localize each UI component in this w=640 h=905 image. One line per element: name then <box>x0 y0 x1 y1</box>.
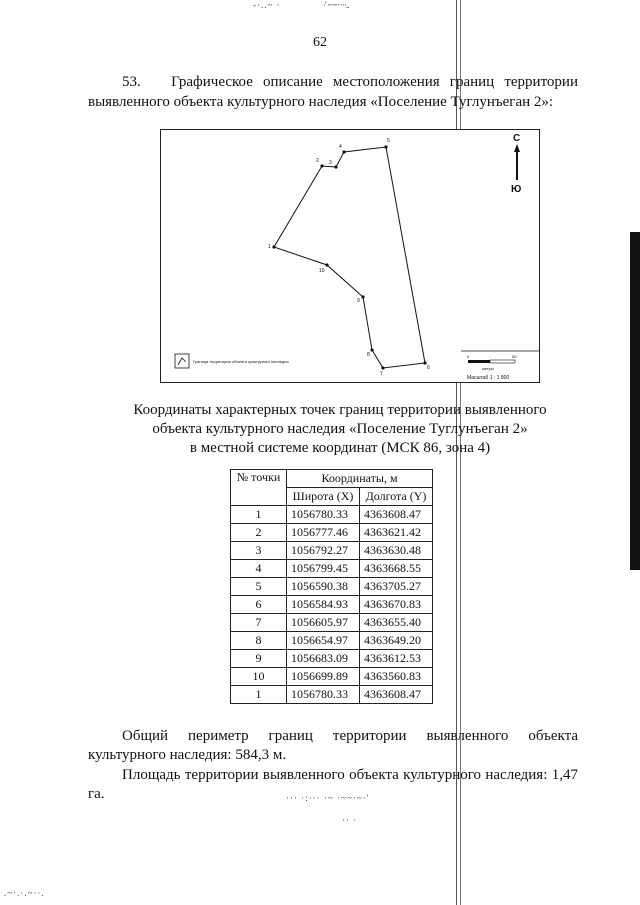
point-label: 10 <box>319 268 325 274</box>
perimeter-text: Общий периметр границ территории выявленного объекта культурного наследия: 584,3 м. <box>88 728 578 763</box>
table-row <box>231 686 433 704</box>
latitude-value: 1056584.93 <box>287 596 360 614</box>
coordinates-table <box>230 469 433 704</box>
point-label: 9 <box>357 298 360 304</box>
boundary-point <box>325 263 328 266</box>
scale-min: 0 <box>467 354 470 359</box>
scan-noise-bottom: ··· ·:··· ·~ ·~~·~·' <box>286 793 370 803</box>
page-number: 62 <box>313 35 327 50</box>
latitude-value: 1056780.33 <box>287 686 360 704</box>
scan-noise-top: -·..~ · <box>253 0 281 10</box>
point-label: 8 <box>367 352 370 358</box>
table-row <box>231 668 433 686</box>
section-title: Графическое описание местоположения границ территории выявленного объекта культурного наследия «Поселение Туглунъеган 2»: <box>88 74 578 110</box>
scale-unit: метры <box>482 366 494 371</box>
point-number: 7 <box>231 614 287 632</box>
table-row <box>231 650 433 668</box>
table-caption <box>90 401 590 458</box>
longitude-value: 4363670.83 <box>360 596 433 614</box>
table-row <box>231 614 433 632</box>
point-number: 2 <box>231 524 287 542</box>
point-number: 3 <box>231 542 287 560</box>
section-number: 53. <box>122 74 141 90</box>
scale-max: 50 <box>512 354 517 359</box>
section-heading <box>88 72 578 112</box>
point-number: 8 <box>231 632 287 650</box>
latitude-value: 1056792.27 <box>287 542 360 560</box>
point-label: 4 <box>339 144 342 150</box>
column-header-longitude: Долгота (Y) <box>360 488 433 506</box>
latitude-value: 1056780.33 <box>287 506 360 524</box>
table-header-row <box>231 470 433 488</box>
scale-text: Масштаб 1 : 1 800 <box>467 375 510 381</box>
latitude-value: 1056683.09 <box>287 650 360 668</box>
point-number: 10 <box>231 668 287 686</box>
scan-noise-top: ·' ·~·~ ···.. <box>323 0 349 10</box>
caption-line: Координаты характерных точек границ территории выявленного <box>133 402 547 418</box>
point-label: 3 <box>329 160 332 166</box>
map-legend <box>175 354 289 368</box>
point-number: 4 <box>231 560 287 578</box>
boundary-point <box>342 150 345 153</box>
north-arrow-icon <box>511 133 521 195</box>
boundary-point <box>334 165 337 168</box>
column-header-latitude: Широта (X) <box>287 488 360 506</box>
caption-line: объекта культурного наследия «Поселение Туглунъеган 2» <box>152 421 528 437</box>
scan-noise-corner: .~·.·.~··. <box>4 888 45 898</box>
territory-boundary <box>274 147 425 368</box>
table-row <box>231 542 433 560</box>
south-label: Ю <box>511 184 522 195</box>
point-label: 5 <box>387 138 390 144</box>
boundary-map-svg <box>161 130 539 382</box>
scale-bar <box>461 351 539 381</box>
boundary-map <box>160 129 540 383</box>
point-label: 6 <box>427 365 430 371</box>
point-number: 1 <box>231 686 287 704</box>
point-number: 9 <box>231 650 287 668</box>
latitude-value: 1056777.46 <box>287 524 360 542</box>
point-label: 2 <box>316 158 319 164</box>
north-label: С <box>513 133 521 144</box>
table-row <box>231 578 433 596</box>
legend-label: Граница территории объекта культурного наследия <box>193 359 289 364</box>
area-paragraph <box>88 766 578 804</box>
column-header-point: № точки <box>231 470 287 506</box>
boundary-point <box>384 145 387 148</box>
boundary-points <box>272 145 426 369</box>
latitude-value: 1056699.89 <box>287 668 360 686</box>
longitude-value: 4363608.47 <box>360 506 433 524</box>
point-number: 6 <box>231 596 287 614</box>
point-number: 1 <box>231 506 287 524</box>
longitude-value: 4363608.47 <box>360 686 433 704</box>
column-header-coordinates: Координаты, м <box>287 470 433 488</box>
boundary-point <box>381 366 384 369</box>
latitude-value: 1056654.97 <box>287 632 360 650</box>
longitude-value: 4363655.40 <box>360 614 433 632</box>
boundary-point <box>361 295 364 298</box>
caption-line: в местной системе координат (МСК 86, зона 4) <box>189 440 491 456</box>
table-row <box>231 596 433 614</box>
longitude-value: 4363560.83 <box>360 668 433 686</box>
scan-edge-bar <box>630 232 640 570</box>
latitude-value: 1056605.97 <box>287 614 360 632</box>
table-row <box>231 560 433 578</box>
table-row <box>231 524 433 542</box>
point-number: 5 <box>231 578 287 596</box>
longitude-value: 4363649.20 <box>360 632 433 650</box>
scan-noise-bottom: ·· · <box>342 815 358 825</box>
perimeter-paragraph <box>88 727 578 765</box>
point-label: 1 <box>268 244 271 250</box>
area-text: Площадь территории выявленного объекта культурного наследия: 1,47 га. <box>88 767 578 802</box>
table-row <box>231 506 433 524</box>
point-label: 7 <box>380 371 383 377</box>
longitude-value: 4363668.55 <box>360 560 433 578</box>
longitude-value: 4363705.27 <box>360 578 433 596</box>
boundary-point <box>370 348 373 351</box>
latitude-value: 1056590.38 <box>287 578 360 596</box>
boundary-point <box>272 245 275 248</box>
latitude-value: 1056799.45 <box>287 560 360 578</box>
boundary-point <box>320 164 323 167</box>
longitude-value: 4363630.48 <box>360 542 433 560</box>
longitude-value: 4363621.42 <box>360 524 433 542</box>
longitude-value: 4363612.53 <box>360 650 433 668</box>
table-row <box>231 632 433 650</box>
